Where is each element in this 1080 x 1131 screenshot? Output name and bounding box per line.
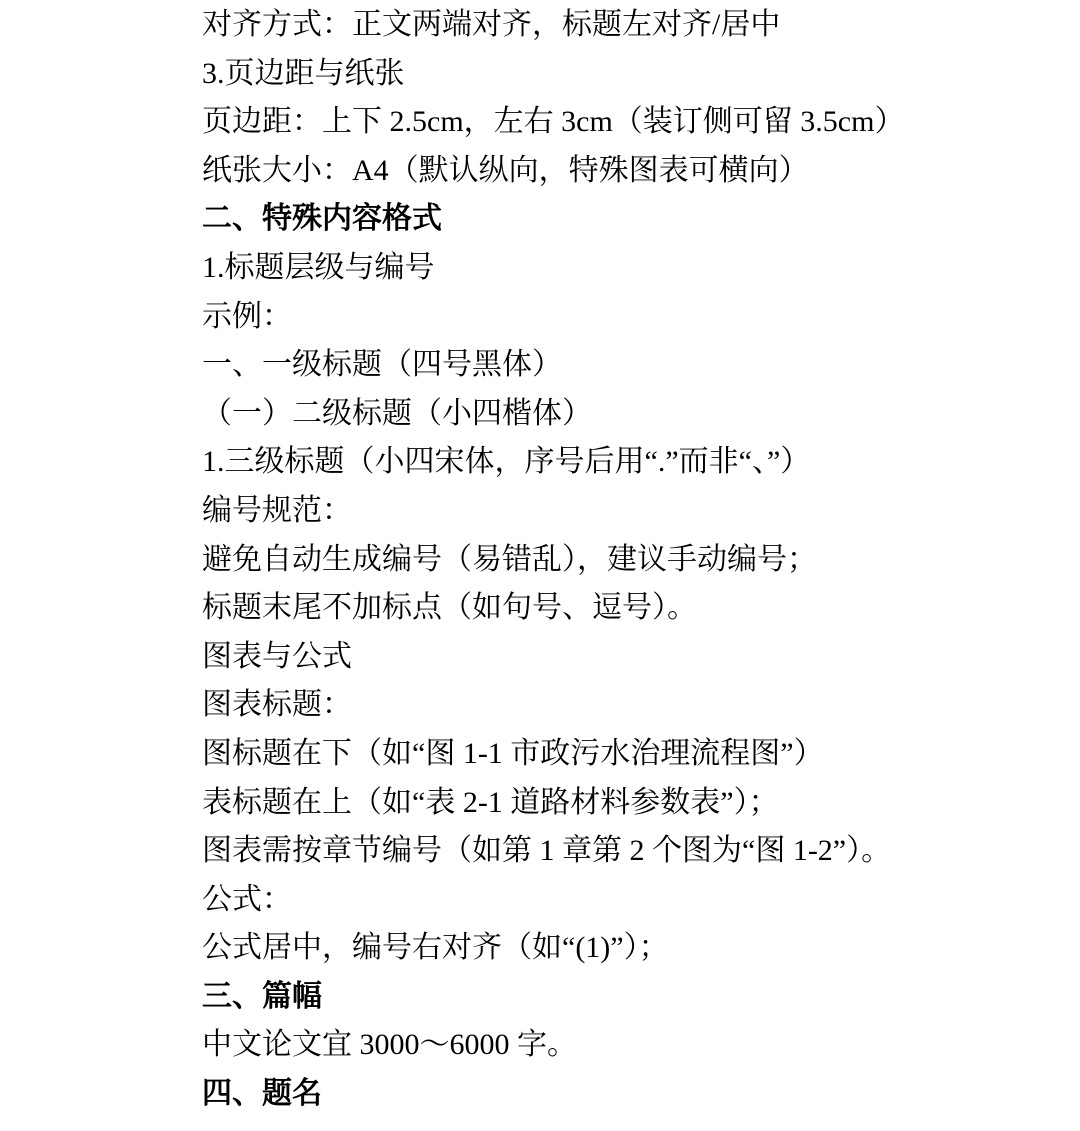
paragraph-line: 1.三级标题（小四宋体，序号后用“.”而非“、”）: [202, 445, 811, 479]
paragraph-line: 一、一级标题（四号黑体）: [202, 348, 562, 382]
paragraph-line: 图表标题：: [202, 688, 352, 722]
paragraph-line: 避免自动生成编号（易错乱），建议手动编号；: [202, 542, 817, 576]
paragraph-line: 3.页边距与纸张: [202, 56, 405, 90]
section-heading: 三、篇幅: [202, 979, 322, 1013]
paragraph-line: 示例：: [202, 299, 292, 333]
paragraph-line: 1.标题层级与编号: [202, 250, 435, 284]
paragraph-line: 表标题在上（如“表 2-1 道路材料参数表”）；: [202, 785, 779, 819]
paragraph-line: 公式：: [202, 882, 292, 916]
paragraph-line: 页边距：上下 2.5cm，左右 3cm（装订侧可留 3.5cm）: [202, 105, 905, 139]
paragraph-line: （一）二级标题（小四楷体）: [202, 396, 592, 430]
document-content: [202, 1, 1072, 1119]
section-heading: 二、特殊内容格式: [202, 202, 442, 236]
paragraph-line: 标题末尾不加标点（如句号、逗号）。: [202, 591, 697, 625]
paragraph-line: 中文论文宜 3000～6000 字。: [202, 1028, 577, 1062]
paragraph-line: 公式居中，编号右对齐（如“(1)”）；: [202, 931, 669, 965]
paragraph-line: 图标题在下（如“图 1-1 市政污水治理流程图”）: [202, 736, 824, 770]
paragraph-line: 对齐方式：正文两端对齐，标题左对齐/居中: [202, 8, 781, 41]
paragraph-line: 图表与公式: [202, 639, 352, 673]
paragraph-line: 图表需按章节编号（如第 1 章第 2 个图为“图 1-2”）。: [202, 834, 892, 868]
section-heading: 四、题名: [202, 1077, 322, 1111]
paragraph-line: 纸张大小：A4（默认纵向，特殊图表可横向）: [202, 153, 809, 187]
paragraph-line: 编号规范：: [202, 493, 352, 527]
